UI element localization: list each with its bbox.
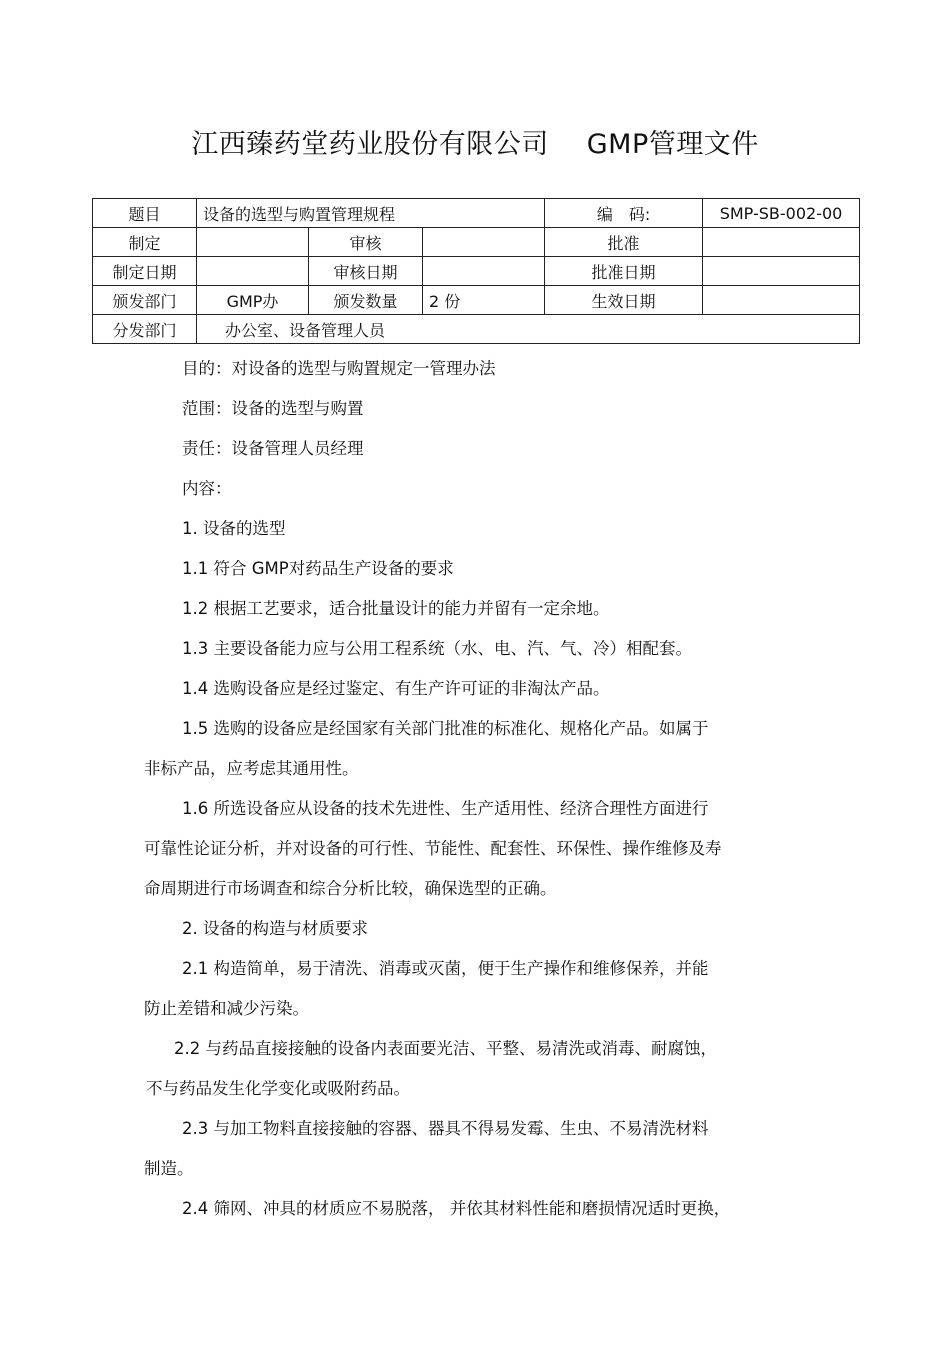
prepared-value: [197, 228, 309, 257]
approved-label: 批准: [545, 228, 703, 257]
clause-line: 1.6 所选设备应从设备的技术先进性、生产适用性、经济合理性方面进行: [182, 799, 709, 818]
responsibility-line: 责任：设备管理人员经理: [182, 439, 364, 458]
document-title: [0, 122, 950, 161]
scope-line: 范围：设备的选型与购置: [182, 399, 364, 418]
code-value: SMP-SB-002-00: [703, 199, 860, 228]
table-row: [93, 315, 860, 344]
company-name: 江西臻药堂药业股份有限公司: [191, 129, 549, 160]
topic-value: 设备的选型与购置管理规程: [197, 199, 545, 228]
issue-dept-label: 颁发部门: [93, 286, 197, 315]
reviewed-label: 审核: [309, 228, 423, 257]
clause-line: 1.2 根据工艺要求，适合批量设计的能力并留有一定余地。: [182, 599, 610, 618]
clause-line: 1.4 选购设备应是经过鉴定、有生产许可证的非淘汰产品。: [182, 679, 610, 698]
approve-date-value: [703, 257, 860, 286]
clause-line: 2.1 构造简单，易于清洗、消毒或灭菌，便于生产操作和维修保养，并能: [182, 959, 709, 978]
clause-line: 2.4 筛网、冲具的材质应不易脱落， 并依其材料性能和磨损情况适时更换，: [182, 1199, 731, 1218]
section-heading: 2. 设备的构造与材质要求: [182, 919, 368, 938]
prep-date-label: 制定日期: [93, 257, 197, 286]
purpose-line: 目的：对设备的选型与购置规定一管理办法: [182, 359, 496, 378]
clause-continuation: 不与药品发生化学变化或吸附药品。: [146, 1079, 410, 1098]
table-row: [93, 286, 860, 315]
clause-line: 1.3 主要设备能力应与公用工程系统（水、电、汽、气、冷）相配套。: [182, 639, 692, 658]
table-row: [93, 228, 860, 257]
prepared-label: 制定: [93, 228, 197, 257]
content-heading: 内容：: [182, 479, 232, 498]
clause-continuation: 防止差错和减少污染。: [144, 999, 309, 1018]
clause-line: 2.2 与药品直接接触的设备内表面要光洁、平整、易清洗或消毒、耐腐蚀，: [174, 1039, 717, 1058]
document-info-table: [92, 198, 860, 344]
table-row: [93, 257, 860, 286]
code-label: 编 码:: [545, 199, 703, 228]
clause-continuation: 非标产品，应考虑其通用性。: [144, 759, 359, 778]
topic-label: 题目: [93, 199, 197, 228]
review-date-label: 审核日期: [309, 257, 423, 286]
issue-dept-value: GMP办: [197, 286, 309, 315]
clause-continuation: 制造。: [144, 1159, 194, 1178]
reviewed-value: [423, 228, 545, 257]
table-row: [93, 199, 860, 228]
approved-value: [703, 228, 860, 257]
issue-qty-value: 2 份: [423, 286, 545, 315]
effective-date-value: [703, 286, 860, 315]
clause-line: 2.3 与加工物料直接接触的容器、器具不得易发霉、生虫、不易清洗材料: [182, 1119, 709, 1138]
clause-line: 1.1 符合 GMP对药品生产设备的要求: [182, 559, 454, 578]
prep-date-value: [197, 257, 309, 286]
section-heading: 1. 设备的选型: [182, 519, 286, 538]
approve-date-label: 批准日期: [545, 257, 703, 286]
effective-date-label: 生效日期: [545, 286, 703, 315]
clause-continuation: 命周期进行市场调查和综合分析比较，确保选型的正确。: [144, 879, 557, 898]
issue-qty-label: 颁发数量: [309, 286, 423, 315]
clause-continuation: 可靠性论证分析，并对设备的可行性、节能性、配套性、环保性、操作维修及寿: [144, 839, 722, 858]
dist-dept-value: 办公室、设备管理人员: [197, 315, 860, 344]
document-type: GMP管理文件: [586, 129, 759, 160]
clause-line: 1.5 选购的设备应是经国家有关部门批准的标准化、规格化产品。如属于: [182, 719, 709, 738]
dist-dept-label: 分发部门: [93, 315, 197, 344]
review-date-value: [423, 257, 545, 286]
